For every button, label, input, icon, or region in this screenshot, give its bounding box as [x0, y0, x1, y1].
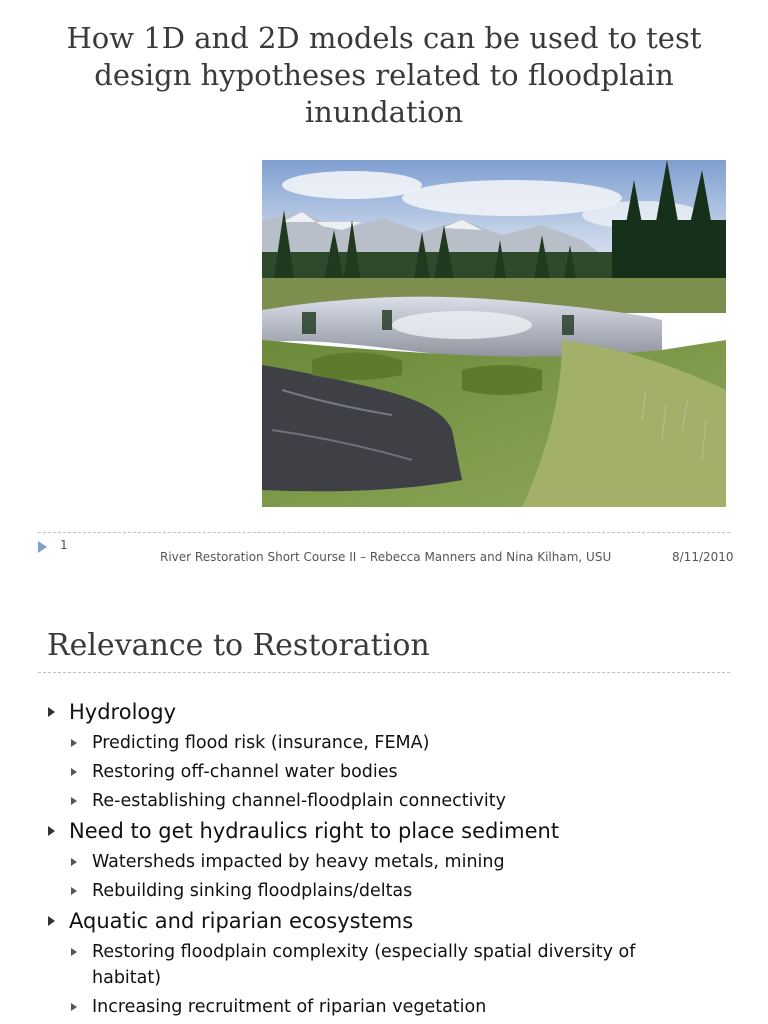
bullet-text: Need to get hydraulics right to place sediment — [69, 819, 560, 843]
footer-course-text: River Restoration Short Course II – Rebecca Manners and Nina Kilham, USU — [160, 550, 612, 564]
sub-bullet-text: Re-establishing channel-floodplain connectivity — [92, 791, 506, 811]
bullet-text: Hydrology — [69, 700, 177, 724]
slide-title: How 1D and 2D models can be used to test design hypotheses related to floodplain inundation — [66, 21, 702, 129]
sub-bullet-text: Rebuilding sinking floodplains/deltas — [92, 881, 413, 901]
bullet-arrow-icon — [48, 916, 55, 926]
slide-2 — [0, 580, 768, 1024]
bullet-item — [0, 816, 768, 846]
sub-bullet-item — [0, 994, 768, 1020]
sub-bullet-arrow-icon — [71, 887, 77, 895]
title-divider — [38, 672, 730, 673]
sub-bullet-arrow-icon — [71, 858, 77, 866]
sub-bullet-text: Predicting flood risk (insurance, FEMA) — [92, 733, 430, 753]
sub-bullet-item — [0, 878, 768, 904]
sub-bullet-item — [0, 849, 768, 875]
bullet-arrow-icon — [48, 707, 55, 717]
slide-number: 1 — [60, 538, 68, 552]
sub-bullet-arrow-icon — [71, 768, 77, 776]
sub-bullet-text: Increasing recruitment of riparian vegetation — [92, 997, 487, 1017]
slide-title: Relevance to Restoration — [47, 628, 430, 663]
sub-bullet-arrow-icon — [71, 739, 77, 747]
sub-bullet-text: Restoring off-channel water bodies — [92, 762, 398, 782]
sub-bullet-arrow-icon — [71, 1003, 77, 1011]
footer-date: 8/11/2010 — [672, 550, 734, 564]
footer-arrow-icon — [38, 541, 47, 553]
sub-bullet-item — [0, 759, 768, 785]
sub-bullet-item — [0, 788, 768, 814]
sub-bullet-text: Restoring floodplain complexity (especially spatial diversity of habitat) — [92, 942, 636, 988]
sub-bullet-text: Watersheds impacted by heavy metals, mining — [92, 852, 505, 872]
sub-bullet-item — [0, 939, 768, 991]
bullet-item — [0, 697, 768, 727]
bullet-text: Aquatic and riparian ecosystems — [69, 909, 414, 933]
sub-bullet-arrow-icon — [71, 948, 77, 956]
footer-divider — [38, 532, 730, 533]
bullet-list — [0, 695, 768, 1020]
sub-bullet-arrow-icon — [71, 797, 77, 805]
bullet-arrow-icon — [48, 826, 55, 836]
bullet-item — [0, 906, 768, 936]
sub-bullet-item — [0, 730, 768, 756]
river-floodplain-photo — [262, 160, 726, 507]
